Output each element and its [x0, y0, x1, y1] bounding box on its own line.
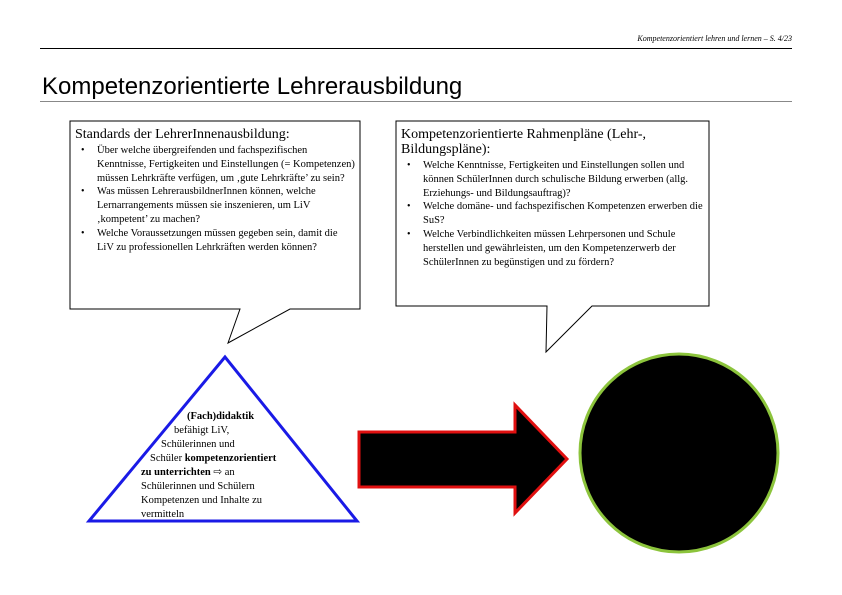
list-item: • Welche Verbindlichkeiten müssen Lehrpersonen und Schule herstellen und gewährleisten, um den Kompetenzerwerb der SchülerInnen zu begünstigen und zu fördern? — [401, 228, 703, 269]
callout-right-list — [401, 159, 703, 269]
list-item: • Über welche übergreifenden und fachspezifischen Kenntnisse, Fertigkeiten und Einstellungen (= Kompetenzen) müssen Lehrkräfte verfügen, um ‚gute Lehrkräfte’ zu sein? — [75, 144, 355, 185]
list-item: • Welche Kenntnisse, Fertigkeiten und Einstellungen sollen und können SchülerInnen durch schulische Bildung erwerben (allg. Erziehungs- und Bildungsauftrag)? — [401, 159, 703, 200]
callout-left-title: Standards der LehrerInnenausbildung: — [75, 127, 290, 142]
arrow-icon: ⇨ — [213, 467, 223, 478]
competence-circle — [580, 354, 778, 552]
triangle-line-2: befähigt LiV, — [174, 425, 230, 436]
triangle-line-4-plain: Schüler — [150, 453, 185, 464]
triangle-line-8: vermitteln — [141, 509, 185, 520]
right-arrow-shape — [359, 405, 567, 513]
header-text: Kompetenzorientiert lehren und lernen – S. 4/23 — [637, 34, 792, 43]
slide-title: Kompetenzorientierte Lehrerausbildung — [42, 73, 463, 100]
triangle-line-5-bold: zu unterrichten — [141, 467, 211, 478]
list-item: • Was müssen LehrerausbildnerInnen können, welche Lernarrangements müssen sie inszenieren, um LiV ‚kompetent’ zu machen? — [75, 185, 355, 226]
list-item: • Welche domäne- und fachspezifischen Kompetenzen erwerben die SuS? — [401, 200, 703, 228]
callout-left-list — [75, 144, 355, 254]
triangle-line-3: Schülerinnen und — [161, 439, 235, 450]
triangle-line-1: (Fach)didaktik — [187, 411, 255, 422]
callout-right — [401, 127, 703, 269]
callout-right-title: Kompetenzorientierte Rahmenpläne (Lehr-, Bildungspläne): — [401, 127, 646, 157]
triangle-line-4-bold: kompetenzorientiert — [184, 453, 277, 464]
list-item: • Welche Voraussetzungen müssen gegeben sein, damit die LiV zu professionellen Lehrkräften werden können? — [75, 227, 355, 255]
callout-left — [75, 127, 355, 254]
triangle-line-6: Schülerinnen und Schülern — [141, 481, 255, 492]
triangle-line-7: Kompetenzen und Inhalte zu — [141, 495, 262, 506]
triangle-line-5-plain: an — [222, 467, 235, 478]
